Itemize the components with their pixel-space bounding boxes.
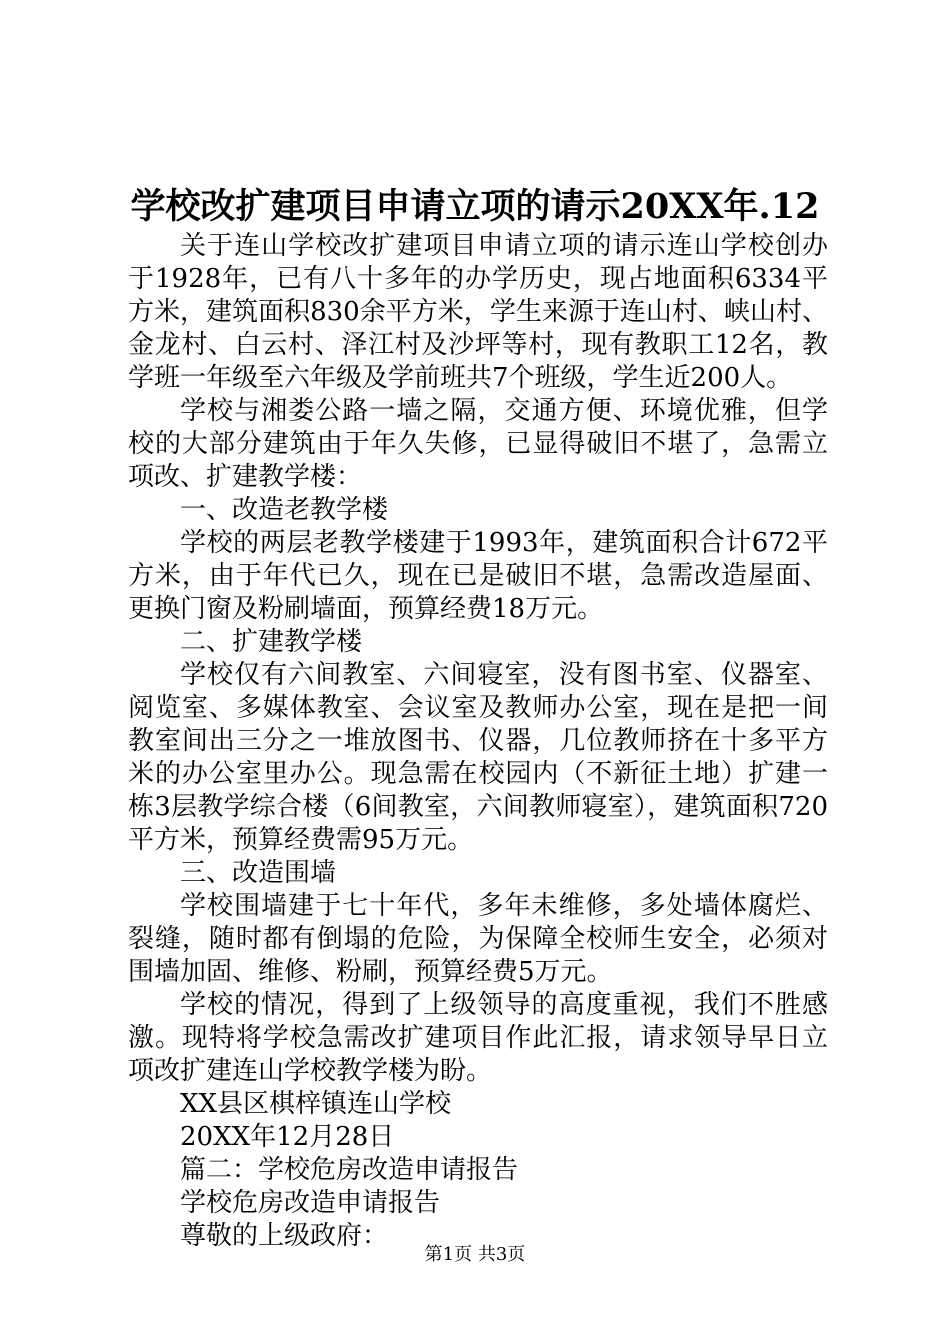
section-heading-1: 一、改造老教学楼: [180, 495, 389, 525]
page-footer: 第1页 共3页: [424, 1244, 526, 1265]
paragraph-old-building: 学校的两层老教学楼建于1993年，建筑面积合计672平方米，由于年代已久，现在已是破旧不堪，急需改造屋面、更换门窗及粉刷墙面，预算经费18万元。: [128, 528, 828, 624]
paragraph-closing: 学校的情况，得到了上级领导的高度重视，我们不胜感激。现特将学校急需改扩建项目作此汇报，请求领导早日立项改扩建连山学校教学楼为盼。: [128, 990, 828, 1086]
report-title: 学校危房改造申请报告: [180, 1188, 441, 1218]
paragraph-intro: 关于连山学校改扩建项目申请立项的请示连山学校创办于1928年，已有八十多年的办学历史，现占地面积6334平方米，建筑面积830余平方米，学生来源于连山村、峡山村、金龙村、白云村、泽江村及沙坪等村，现有教职工12名，教学班一年级至六年级及学前班共7个班级，学生近200人。: [128, 231, 828, 393]
section-heading-2: 二、扩建教学楼: [180, 627, 363, 657]
part-two-heading: 篇二：学校危房改造申请报告: [180, 1155, 519, 1185]
paragraph-wall: 学校围墙建于七十年代，多年未维修，多处墙体腐烂、裂缝，随时都有倒塌的危险，为保障全校师生安全，必须对围墙加固、维修、粉刷，预算经费5万元。: [128, 891, 828, 987]
signature-school: XX县区棋梓镇连山学校: [180, 1089, 452, 1119]
document-title: 学校改扩建项目申请立项的请示20XX年.12: [130, 186, 820, 227]
document-body: [128, 230, 828, 1253]
signature-date: 20XX年12月28日: [180, 1122, 395, 1152]
section-heading-3: 三、改造围墙: [180, 858, 337, 888]
salutation: 尊敬的上级政府：: [180, 1221, 389, 1251]
paragraph-situation: 学校与湘娄公路一墙之隔，交通方便、环境优雅，但学校的大部分建筑由于年久失修，已显得破旧不堪了，急需立项改、扩建教学楼：: [128, 396, 828, 492]
paragraph-expansion: 学校仅有六间教室、六间寝室，没有图书室、仪器室、阅览室、多媒体教室、会议室及教师办公室，现在是把一间教室间出三分之一堆放图书、仪器，几位教师挤在十多平方米的办公室里办公。现急需在校园内（不新征土地）扩建一栋3层教学综合楼（6间教室，六间教师寝室），建筑面积720平方米，预算经费需95万元。: [128, 660, 828, 855]
